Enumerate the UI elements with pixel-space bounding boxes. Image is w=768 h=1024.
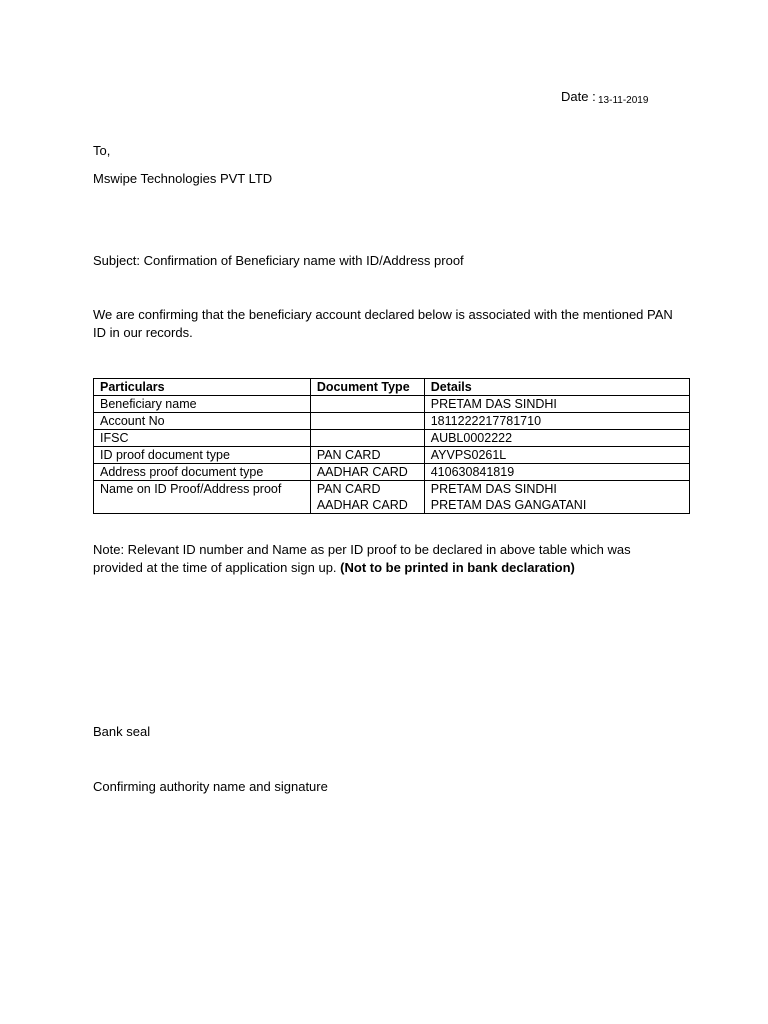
doc-type-line: PAN CARD bbox=[316, 482, 381, 496]
header-particulars: Particulars bbox=[94, 379, 311, 396]
cell-details: 1811222217781710 bbox=[424, 413, 689, 430]
cell-doc-type bbox=[310, 396, 424, 413]
cell-details: PRETAM DAS SINDHI bbox=[424, 396, 689, 413]
header-document-type: Document Type bbox=[310, 379, 424, 396]
cell-particular: Address proof document type bbox=[94, 464, 311, 481]
cell-doc-type: PAN CARD bbox=[310, 447, 424, 464]
details-line: PRETAM DAS SINDHI bbox=[430, 482, 557, 496]
cell-particular: Beneficiary name bbox=[94, 396, 311, 413]
cell-doc-type: AADHAR CARD bbox=[310, 464, 424, 481]
header-details: Details bbox=[424, 379, 689, 396]
table-row bbox=[94, 396, 690, 413]
cell-particular: IFSC bbox=[94, 430, 311, 447]
cell-details: AUBL0002222 bbox=[424, 430, 689, 447]
doc-type-line: AADHAR CARD bbox=[316, 498, 408, 512]
date-value: 13-11-2019 bbox=[598, 95, 649, 106]
cell-particular: Name on ID Proof/Address proof bbox=[94, 481, 311, 514]
beneficiary-table bbox=[93, 378, 690, 514]
confirmation-paragraph: We are confirming that the beneficiary account declared below is associated with the mentioned PAN ID in our records. bbox=[93, 307, 673, 340]
note-bold-text: (Not to be printed in bank declaration) bbox=[340, 560, 575, 575]
table-row bbox=[94, 430, 690, 447]
details-line: PRETAM DAS GANGATANI bbox=[430, 498, 587, 512]
table-row bbox=[94, 464, 690, 481]
cell-details bbox=[424, 481, 689, 514]
cell-doc-type bbox=[310, 481, 424, 514]
cell-particular: ID proof document type bbox=[94, 447, 311, 464]
note-paragraph bbox=[93, 541, 683, 577]
cell-details: AYVPS0261L bbox=[424, 447, 689, 464]
recipient-name: Mswipe Technologies PVT LTD bbox=[93, 171, 273, 186]
salutation: To, bbox=[93, 143, 111, 158]
bank-seal-label: Bank seal bbox=[93, 724, 151, 739]
date-label: Date : bbox=[561, 89, 596, 104]
subject-line: Subject: Confirmation of Beneficiary name with ID/Address proof bbox=[93, 253, 464, 268]
table-row bbox=[94, 481, 690, 514]
table-header-row bbox=[94, 379, 690, 396]
cell-doc-type bbox=[310, 430, 424, 447]
authority-signature-label: Confirming authority name and signature bbox=[93, 779, 328, 794]
cell-details: 410630841819 bbox=[424, 464, 689, 481]
cell-doc-type bbox=[310, 413, 424, 430]
table-row bbox=[94, 413, 690, 430]
table-row bbox=[94, 447, 690, 464]
note-text: Note: Relevant ID number and Name as per ID proof to be declared in above table which was provided at the time of application sign up. bbox=[93, 542, 631, 575]
cell-particular: Account No bbox=[94, 413, 311, 430]
